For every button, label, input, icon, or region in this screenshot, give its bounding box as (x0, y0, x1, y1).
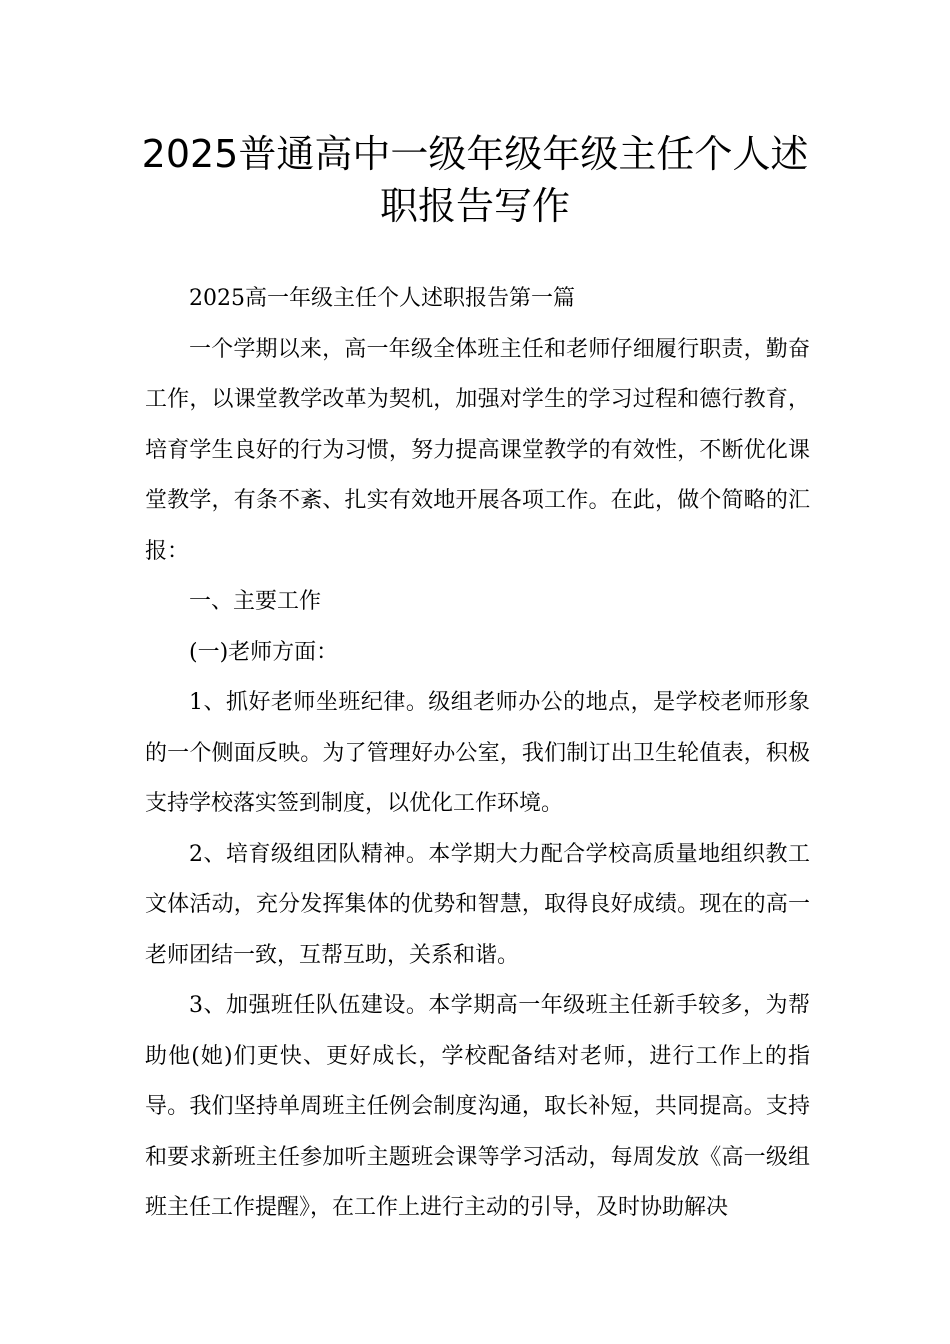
document-body (145, 274, 810, 1234)
section-heading: 2025高一年级主任个人述职报告第一篇 (189, 286, 575, 311)
section-heading: 一、主要工作 (189, 589, 322, 614)
paragraph: 2、培育级组团队精神。本学期大力配合学校高质量地组织教工文体活动，充分发挥集体的优势和智慧，取得良好成绩。现在的高一老师团结一致，互帮互助，关系和谐。 (145, 841, 810, 968)
paragraph: 1、抓好老师坐班纪律。级组老师办公的地点，是学校老师形象的一个侧面反映。为了管理好办公室，我们制订出卫生轮值表，积极支持学校落实签到制度，以优化工作环境。 (145, 690, 810, 816)
paragraph: 一个学期以来，高一年级全体班主任和老师仔细履行职责，勤奋工作，以课堂教学改革为契机，加强对学生的学习过程和德行教育，培育学生良好的行为习惯，努力提高课堂教学的有效性，不断优化课堂教学，有条不紊、扎实有效地开展各项工作。在此，做个简略的汇报： (145, 336, 810, 564)
document-title: 2025普通高中一级年级年级主任个人述职报告写作 (141, 132, 809, 228)
subsection-heading: (一)老师方面： (189, 639, 339, 665)
paragraph: 3、加强班任队伍建设。本学期高一年级班主任新手较多，为帮助他(她)们更快、更好成长，学校配备结对老师，进行工作上的指导。我们坚持单周班主任例会制度沟通，取长补短，共同提高。支持和要求新班主任参加听主题班会课等学习活动，每周发放《高一级组班主任工作提醒》，在工作上进行主动的引导，及时协助解决 (145, 993, 810, 1220)
